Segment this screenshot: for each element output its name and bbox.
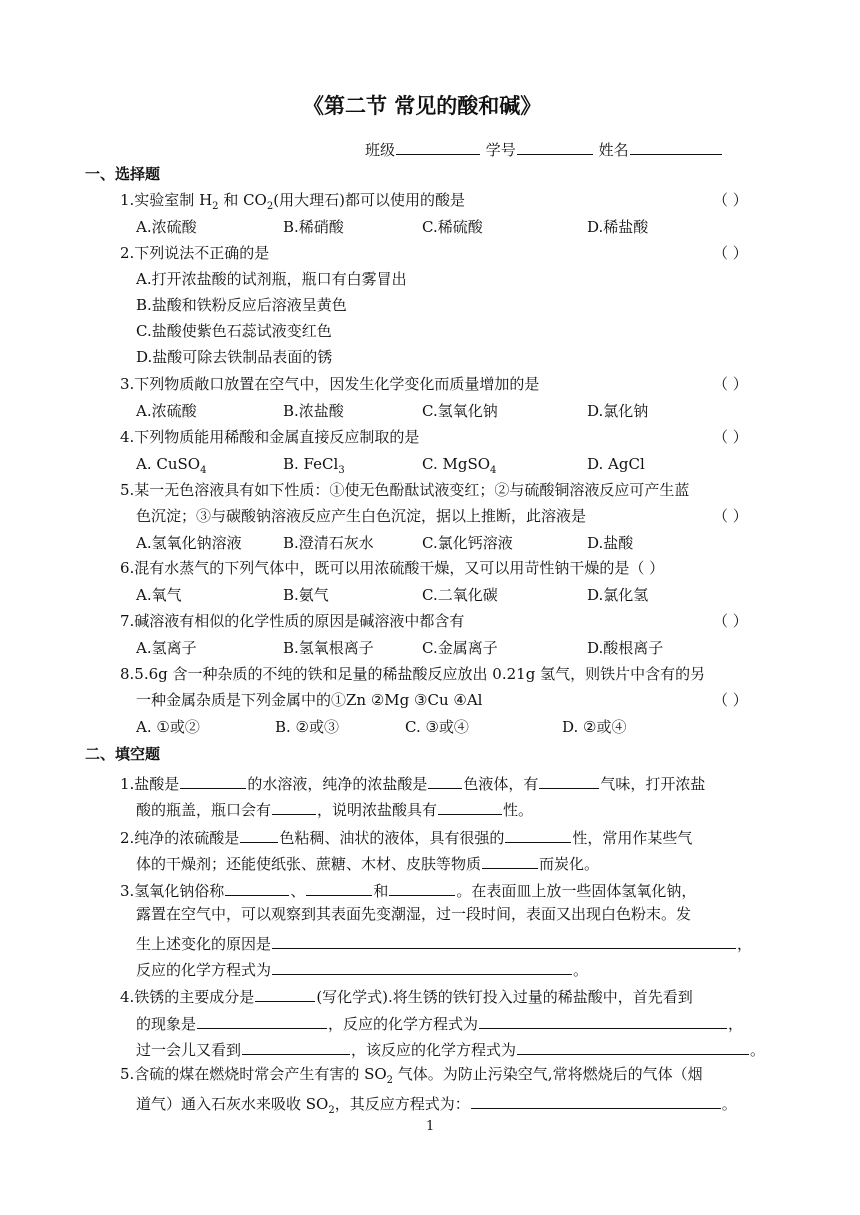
option[interactable]: A. CuSO$_4$ bbox=[136, 455, 207, 476]
name-label: 姓名 bbox=[598, 141, 629, 159]
fill-3-line4: 反应的化学方程式为 。 bbox=[136, 961, 589, 979]
fill-blank[interactable] bbox=[272, 800, 316, 815]
fill-blank[interactable] bbox=[197, 1014, 327, 1029]
option[interactable]: D.氯化钠 bbox=[587, 402, 649, 420]
question-8-line1: 8.5.6g 含一种杂质的不纯的铁和足量的稀盐酸反应放出 0.21g 氢气，则铁片中含有的另 bbox=[120, 665, 706, 683]
option[interactable]: C. ③或④ bbox=[405, 718, 469, 736]
option[interactable]: C. MgSO$_4$ bbox=[422, 455, 497, 476]
option[interactable]: D.稀盐酸 bbox=[587, 218, 649, 236]
answer-paren[interactable]: （ ） bbox=[713, 691, 748, 709]
option[interactable]: B. ②或③ bbox=[275, 718, 340, 736]
question-8-line2: 一种金属杂质是下列金属中的①Zn ②Mg ③Cu ④Al bbox=[136, 691, 483, 709]
fill-blank[interactable] bbox=[255, 987, 315, 1002]
option[interactable]: C.氯化钙溶液 bbox=[422, 534, 513, 552]
class-label: 班级 bbox=[365, 141, 396, 159]
option[interactable]: B.澄清石灰水 bbox=[283, 534, 374, 552]
option[interactable]: A.氢氧化钠溶液 bbox=[136, 534, 242, 552]
option[interactable]: D.酸根离子 bbox=[587, 639, 664, 657]
option[interactable]: D. ②或④ bbox=[562, 718, 627, 736]
fill-blank[interactable] bbox=[240, 828, 278, 843]
option[interactable]: A.浓硫酸 bbox=[136, 218, 197, 236]
option[interactable]: C.氢氧化钠 bbox=[422, 402, 498, 420]
fill-5-line2: 道气）通入石灰水来吸收 $SO_2$，其反应方程式为： 。 bbox=[136, 1095, 737, 1116]
student-info-line bbox=[365, 140, 723, 158]
name-blank[interactable] bbox=[630, 140, 722, 155]
question-7: 7.碱溶液有相似的化学性质的原因是碱溶液中都含有 bbox=[120, 612, 465, 630]
fill-2-line2: 体的干燥剂；还能使纸张、蔗糖、木材、皮肤等物质 而炭化。 bbox=[136, 855, 600, 873]
option[interactable]: B.盐酸和铁粉反应后溶液呈黄色 bbox=[136, 296, 347, 314]
option[interactable]: A.浓硫酸 bbox=[136, 402, 197, 420]
fill-3-line1: 3.氢氧化钠俗称 、 和 。在表面皿上放一些固体氢氧化钠， bbox=[120, 882, 697, 900]
fill-blank[interactable] bbox=[505, 828, 571, 843]
option[interactable]: B. FeCl$_3$ bbox=[283, 455, 345, 476]
fill-blank[interactable] bbox=[471, 1094, 721, 1109]
class-blank[interactable] bbox=[396, 140, 480, 155]
fill-blank[interactable] bbox=[389, 881, 455, 896]
id-blank[interactable] bbox=[517, 140, 593, 155]
answer-paren[interactable]: （ ） bbox=[713, 244, 748, 262]
fill-blank[interactable] bbox=[438, 800, 502, 815]
fill-blank[interactable] bbox=[306, 881, 372, 896]
option[interactable]: C.金属离子 bbox=[422, 639, 498, 657]
fill-blank[interactable] bbox=[272, 934, 736, 949]
fill-blank[interactable] bbox=[482, 854, 538, 869]
option[interactable]: C.二氧化碳 bbox=[422, 586, 498, 604]
fill-4-line1: 4.铁锈的主要成分是 (写化学式).将生锈的铁钉投入过量的稀盐酸中，首先看到 bbox=[120, 988, 693, 1006]
fill-blank[interactable] bbox=[242, 1040, 350, 1055]
fill-blank[interactable] bbox=[539, 774, 599, 789]
option[interactable]: A. ①或② bbox=[136, 718, 200, 736]
question-3: 3.下列物质敞口放置在空气中，因发生化学变化而质量增加的是 bbox=[120, 375, 540, 393]
question-6: 6.混有水蒸气的下列气体中，既可以用浓硫酸干燥，又可以用苛性钠干燥的是（ ） bbox=[120, 559, 665, 577]
fill-blank[interactable] bbox=[428, 774, 462, 789]
fill-1-line2: 酸的瓶盖，瓶口会有 ，说明浓盐酸具有 性。 bbox=[136, 801, 534, 819]
answer-paren[interactable]: （ ） bbox=[713, 375, 748, 393]
page-number: 1 bbox=[426, 1119, 435, 1134]
section-fill: 二、填空题 bbox=[85, 745, 161, 763]
question-2: 2.下列说法不正确的是 bbox=[120, 244, 270, 262]
question-5-line1: 5.某一无色溶液具有如下性质：①使无色酚酞试液变红；②与硫酸铜溶液反应可产生蓝 bbox=[120, 481, 690, 499]
option[interactable]: A.打开浓盐酸的试剂瓶，瓶口有白雾冒出 bbox=[136, 270, 407, 288]
option[interactable]: D.盐酸可除去铁制品表面的锈 bbox=[136, 348, 333, 366]
question-5-line2: 色沉淀；③与碳酸钠溶液反应产生白色沉淀，据以上推断，此溶液是 bbox=[136, 507, 587, 525]
fill-3-line3: 生上述变化的原因是 ， bbox=[136, 935, 753, 953]
fill-4-line2: 的现象是 ，反应的化学方程式为 ， bbox=[136, 1015, 744, 1033]
option[interactable]: C.盐酸使紫色石蕊试液变红色 bbox=[136, 322, 332, 340]
question-4: 4.下列物质能用稀酸和金属直接反应制取的是 bbox=[120, 428, 420, 446]
option[interactable]: A.氢离子 bbox=[136, 639, 197, 657]
option[interactable]: D.氯化氢 bbox=[587, 586, 649, 604]
fill-blank[interactable] bbox=[272, 960, 572, 975]
answer-paren[interactable]: （ ） bbox=[713, 612, 748, 630]
question-1: 1.实验室制 $H_2$ 和 $CO_2$(用大理石)都可以使用的酸是 bbox=[120, 191, 465, 212]
answer-paren[interactable]: （ ） bbox=[713, 507, 748, 525]
fill-blank[interactable] bbox=[479, 1014, 727, 1029]
section-choice: 一、选择题 bbox=[85, 165, 161, 183]
answer-paren[interactable]: （ ） bbox=[713, 428, 748, 446]
answer-paren[interactable]: （ ） bbox=[713, 191, 748, 209]
fill-4-line3: 过一会儿又看到 ，该反应的化学方程式为 。 bbox=[136, 1041, 766, 1059]
page-title: 《第二节 常见的酸和碱》 bbox=[303, 94, 542, 118]
option[interactable]: D.盐酸 bbox=[587, 534, 634, 552]
fill-blank[interactable] bbox=[517, 1040, 749, 1055]
option[interactable]: B.氢氧根离子 bbox=[283, 639, 374, 657]
option[interactable]: B.氨气 bbox=[283, 586, 329, 604]
option[interactable]: B.浓盐酸 bbox=[283, 402, 344, 420]
fill-1-line1: 1.盐酸是 的水溶液，纯净的浓盐酸是 色液体，有 气味，打开浓盐 bbox=[120, 775, 706, 793]
fill-blank[interactable] bbox=[180, 774, 246, 789]
fill-3-line2: 露置在空气中，可以观察到其表面先变潮湿，过一段时间，表面又出现白色粉末。发 bbox=[136, 905, 692, 923]
option[interactable]: B.稀硝酸 bbox=[283, 218, 344, 236]
option[interactable]: A.氧气 bbox=[136, 586, 182, 604]
fill-2-line1: 2.纯净的浓硫酸是 色粘稠、油状的液体，具有很强的 性，常用作某些气 bbox=[120, 829, 693, 847]
fill-blank[interactable] bbox=[225, 881, 289, 896]
option[interactable]: D. AgCl bbox=[587, 455, 645, 473]
option[interactable]: C.稀硫酸 bbox=[422, 218, 483, 236]
id-label: 学号 bbox=[485, 141, 516, 159]
fill-5-line1: 5.含硫的煤在燃烧时常会产生有害的 $SO_2$ 气体。为防止污染空气,常将燃烧后的气体（烟 bbox=[120, 1065, 703, 1086]
